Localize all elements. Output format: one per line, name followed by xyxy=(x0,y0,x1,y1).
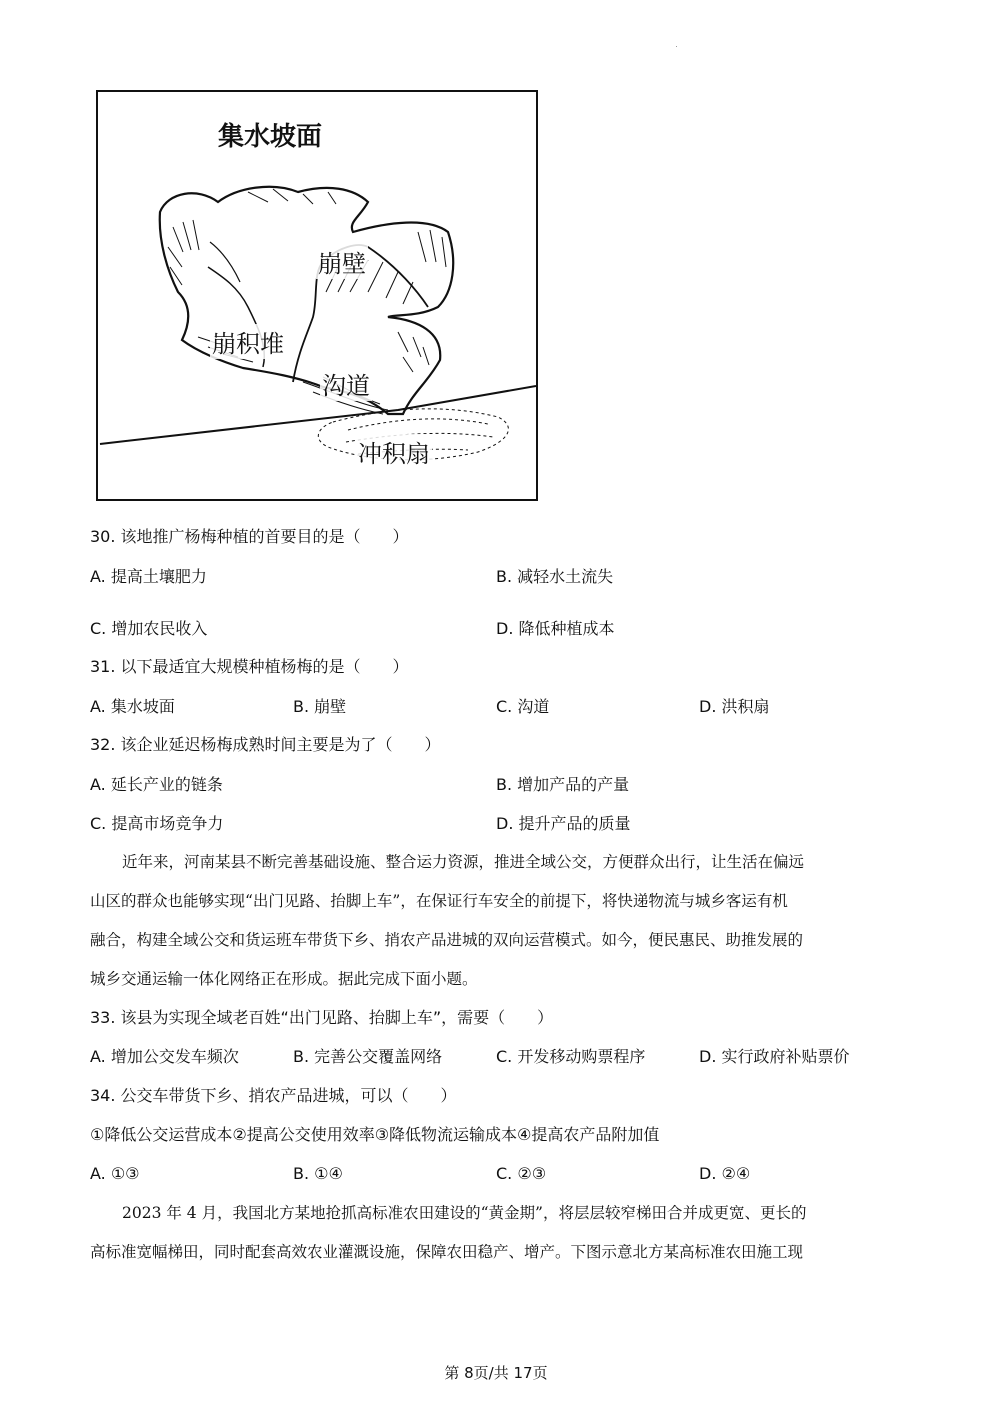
q30-option-d: D. 降低种植成本 xyxy=(496,619,615,638)
label-gully: 沟道 xyxy=(320,366,372,401)
q33-option-c: C. 开发移动购票程序 xyxy=(496,1047,646,1066)
q33-option-d: D. 实行政府补贴票价 xyxy=(699,1047,850,1066)
q31-option-b: B. 崩壁 xyxy=(293,697,347,716)
speck xyxy=(676,46,677,47)
label-alluvial-fan: 冲积扇 xyxy=(356,434,432,469)
q32-option-c: C. 提高市场竞争力 xyxy=(90,814,224,833)
q31-option-a: A. 集水坡面 xyxy=(90,697,175,716)
q34-option-a: A. ①③ xyxy=(90,1164,140,1183)
question-31-stem: 31. 以下最适宜大规模种植杨梅的是（ ） xyxy=(90,657,409,676)
landform-sketch xyxy=(98,92,536,499)
q32-option-b: B. 增加产品的产量 xyxy=(496,775,630,794)
passage1-line2: 山区的群众也能够实现“出门见路、抬脚上车”，在保证行车安全的前提下，将快递物流与城乡客运有机 xyxy=(90,892,788,910)
passage2-line1: 2023 年 4 月，我国北方某地抢抓高标准农田建设的“黄金期”，将层层较窄梯田合并成更宽、更长的 xyxy=(122,1204,807,1222)
q30-option-a: A. 提高土壤肥力 xyxy=(90,567,207,586)
question-32-stem: 32. 该企业延迟杨梅成熟时间主要是为了（ ） xyxy=(90,735,441,754)
q30-option-b: B. 减轻水土流失 xyxy=(496,567,614,586)
question-34-stem: 34. 公交车带货下乡、捎农产品进城，可以（ ） xyxy=(90,1086,457,1105)
q33-option-b: B. 完善公交覆盖网络 xyxy=(293,1047,443,1066)
label-cliff: 崩壁 xyxy=(316,244,368,279)
q33-option-a: A. 增加公交发车频次 xyxy=(90,1047,239,1066)
landform-figure xyxy=(96,90,538,501)
label-colluvium: 崩积堆 xyxy=(210,324,286,359)
question-33-stem: 33. 该县为实现全域老百姓“出门见路、抬脚上车”，需要（ ） xyxy=(90,1008,554,1027)
q31-option-c: C. 沟道 xyxy=(496,697,550,716)
q32-option-d: D. 提升产品的质量 xyxy=(496,814,631,833)
q31-option-d: D. 洪积扇 xyxy=(699,697,770,716)
q34-option-d: D. ②④ xyxy=(699,1164,751,1183)
q30-option-c: C. 增加农民收入 xyxy=(90,619,208,638)
page-footer: 第 8页/共 17页 xyxy=(444,1364,548,1382)
q34-statements: ①降低公交运营成本②提高公交使用效率③降低物流运输成本④提高农产品附加值 xyxy=(90,1125,660,1144)
q32-option-a: A. 延长产业的链条 xyxy=(90,775,223,794)
figure-title: 集水坡面 xyxy=(218,122,323,152)
passage2-line2: 高标准宽幅梯田，同时配套高效农业灌溉设施，保障农田稳产、增产。下图示意北方某高标准农田施工现 xyxy=(90,1243,804,1261)
passage1-line3: 融合，构建全域公交和货运班车带货下乡、捎农产品进城的双向运营模式。如今，便民惠民、助推发展的 xyxy=(90,931,804,949)
q34-option-b: B. ①④ xyxy=(293,1164,343,1183)
passage1-line1: 近年来，河南某县不断完善基础设施、整合运力资源，推进全域公交，方便群众出行，让生活在偏远 xyxy=(122,853,805,871)
q34-option-c: C. ②③ xyxy=(496,1164,547,1183)
question-30-stem: 30. 该地推广杨梅种植的首要目的是（ ） xyxy=(90,527,409,546)
passage1-line4: 城乡交通运输一体化网络正在形成。据此完成下面小题。 xyxy=(90,970,478,988)
